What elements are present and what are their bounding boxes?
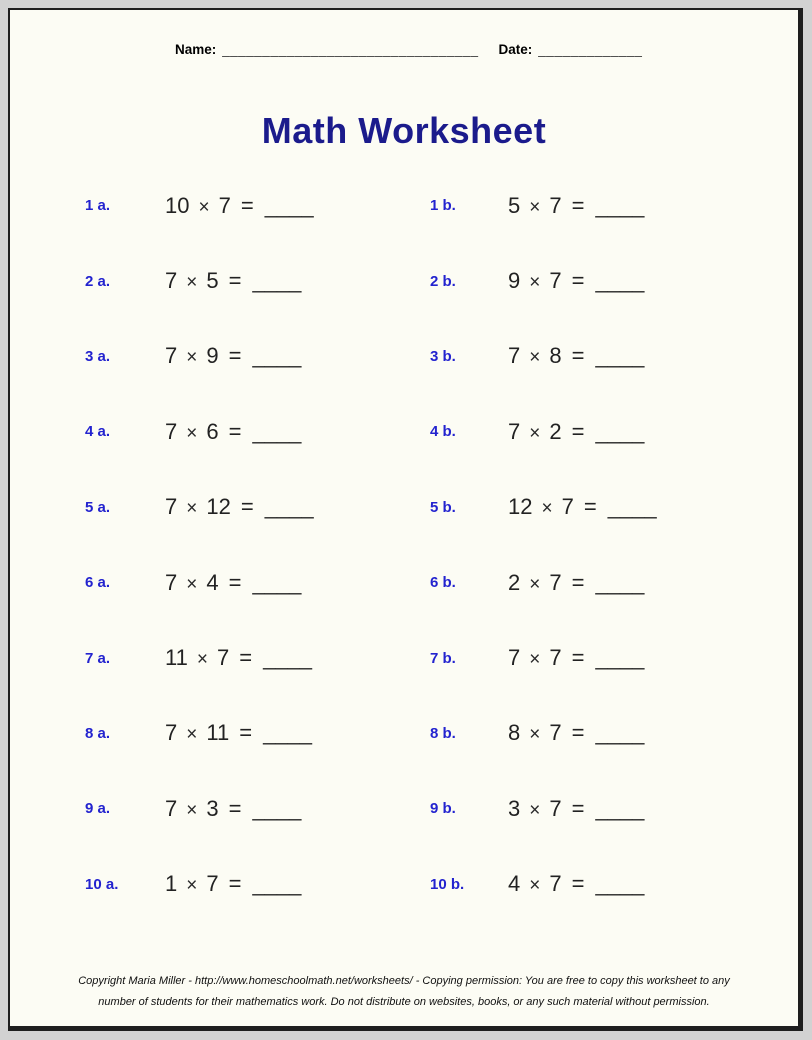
factor-2: 4: [206, 569, 219, 595]
problem-row-5: [10, 470, 798, 545]
answer-blank: ____: [595, 720, 645, 746]
answer-blank: ____: [263, 645, 313, 671]
equation-5a: [165, 494, 430, 520]
problem-label-5a: 5 a.: [85, 498, 111, 516]
times-sign: ×: [529, 347, 541, 369]
factor-1: 7: [165, 343, 178, 369]
problem-row-1: [10, 168, 798, 243]
answer-blank: ____: [252, 418, 302, 444]
equals-sign: =: [228, 795, 242, 821]
equation-6a: [165, 570, 430, 596]
worksheet-title: Math Worksheet: [261, 110, 547, 151]
factor-2: 7: [549, 795, 562, 821]
equation-10b: [508, 871, 798, 897]
factor-2: 7: [218, 192, 231, 218]
equation-8a: [165, 720, 430, 746]
times-sign: ×: [186, 498, 198, 520]
equation-7b: [508, 645, 798, 671]
equals-sign: =: [240, 192, 254, 218]
answer-blank: ____: [252, 343, 302, 369]
equation-1a: [165, 193, 430, 219]
equals-sign: =: [571, 720, 585, 746]
problem-label-6a: 6 a.: [85, 574, 111, 592]
answer-blank: ____: [595, 871, 645, 897]
problem-label-4b: 4 b.: [430, 423, 456, 441]
factor-2: 7: [549, 645, 562, 671]
equation-5b: [508, 494, 798, 520]
times-sign: ×: [529, 649, 541, 671]
factor-1: 1: [165, 871, 178, 897]
problem-label-3b: 3 b.: [430, 347, 456, 365]
factor-1: 3: [508, 795, 521, 821]
problem-row-7: [10, 620, 798, 695]
factor-2: 7: [549, 569, 562, 595]
equals-sign: =: [571, 343, 585, 369]
problem-label-6b: 6 b.: [430, 574, 456, 592]
factor-2: 9: [206, 343, 219, 369]
answer-blank: ____: [252, 871, 302, 897]
factor-1: 11: [165, 645, 188, 671]
factor-1: 4: [508, 871, 521, 897]
problem-label-10a: 10 a.: [85, 875, 119, 893]
factor-2: 7: [561, 494, 574, 520]
equation-2a: [165, 268, 430, 294]
problem-label-1a: 1 a.: [85, 197, 111, 215]
answer-blank: ____: [263, 720, 313, 746]
problem-row-4: [10, 394, 798, 469]
factor-2: 7: [216, 645, 230, 671]
date-label: Date:: [498, 42, 533, 57]
answer-blank: ____: [595, 343, 645, 369]
answer-blank: ____: [607, 494, 657, 520]
problem-row-8: [10, 696, 798, 771]
equation-4a: [165, 419, 430, 445]
problem-label-5b: 5 b.: [430, 498, 456, 516]
equals-sign: =: [239, 720, 253, 746]
equals-sign: =: [571, 795, 585, 821]
times-sign: ×: [529, 196, 541, 218]
equals-sign: =: [228, 268, 242, 294]
answer-blank: ____: [595, 192, 645, 218]
factor-2: 7: [549, 268, 562, 294]
problem-label-9b: 9 b.: [430, 800, 456, 818]
factor-2: 6: [206, 418, 219, 444]
equation-1b: [508, 193, 798, 219]
problem-label-4a: 4 a.: [85, 423, 111, 441]
problems-grid: [10, 168, 798, 922]
answer-blank: ____: [595, 418, 645, 444]
problem-row-3: [10, 319, 798, 394]
equation-3b: [508, 343, 798, 369]
factor-1: 7: [508, 645, 521, 671]
equals-sign: =: [571, 645, 585, 671]
times-sign: ×: [186, 422, 198, 444]
problem-label-7a: 7 a.: [85, 649, 111, 667]
factor-1: 7: [165, 720, 178, 746]
problem-row-9: [10, 771, 798, 846]
times-sign: ×: [196, 649, 208, 671]
answer-blank: ____: [264, 494, 314, 520]
factor-2: 7: [549, 192, 562, 218]
worksheet-page: [8, 8, 803, 1031]
times-sign: ×: [186, 272, 198, 294]
name-blank-line: ________________________________: [222, 42, 479, 57]
factor-1: 8: [508, 720, 521, 746]
times-sign: ×: [186, 347, 198, 369]
answer-blank: ____: [595, 645, 645, 671]
problem-label-7b: 7 b.: [430, 649, 456, 667]
factor-1: 10: [165, 192, 190, 218]
times-sign: ×: [186, 875, 198, 897]
equals-sign: =: [571, 418, 585, 444]
problem-label-8a: 8 a.: [85, 724, 111, 742]
problem-label-3a: 3 a.: [85, 347, 111, 365]
answer-blank: ____: [252, 795, 302, 821]
equals-sign: =: [228, 343, 242, 369]
equals-sign: =: [228, 569, 242, 595]
equation-9b: [508, 796, 798, 822]
answer-blank: ____: [595, 569, 645, 595]
problem-label-10b: 10 b.: [430, 875, 465, 893]
equals-sign: =: [571, 268, 585, 294]
times-sign: ×: [186, 573, 198, 595]
times-sign: ×: [198, 196, 210, 218]
factor-1: 7: [165, 795, 178, 821]
factor-2: 2: [549, 418, 562, 444]
times-sign: ×: [186, 799, 198, 821]
factor-2: 7: [549, 871, 562, 897]
problem-label-1b: 1 b.: [430, 197, 456, 215]
factor-2: 7: [549, 720, 562, 746]
times-sign: ×: [529, 272, 541, 294]
factor-1: 7: [165, 494, 178, 520]
name-label: Name:: [175, 42, 217, 57]
problem-row-6: [10, 545, 798, 620]
factor-1: 7: [508, 418, 521, 444]
equals-sign: =: [228, 418, 242, 444]
equation-4b: [508, 419, 798, 445]
factor-2: 3: [206, 795, 219, 821]
equation-2b: [508, 268, 798, 294]
name-date-row: [175, 42, 642, 57]
equation-3a: [165, 343, 430, 369]
times-sign: ×: [529, 724, 541, 746]
problem-row-10: [10, 847, 798, 922]
equals-sign: =: [240, 494, 254, 520]
answer-blank: ____: [252, 268, 302, 294]
factor-2: 5: [206, 268, 219, 294]
times-sign: ×: [529, 422, 541, 444]
answer-blank: ____: [252, 569, 302, 595]
equals-sign: =: [571, 192, 585, 218]
factor-1: 2: [508, 569, 521, 595]
answer-blank: ____: [264, 192, 314, 218]
times-sign: ×: [529, 875, 541, 897]
factor-1: 7: [165, 569, 178, 595]
equation-7a: [165, 645, 430, 671]
equals-sign: =: [571, 871, 585, 897]
equation-10a: [165, 871, 430, 897]
times-sign: ×: [541, 498, 553, 520]
times-sign: ×: [186, 724, 198, 746]
equals-sign: =: [239, 645, 253, 671]
factor-1: 7: [165, 418, 178, 444]
problem-label-9a: 9 a.: [85, 800, 111, 818]
factor-1: 5: [508, 192, 521, 218]
footer-line-1: Copyright Maria Miller - http://www.homeschoolmath.net/worksheets/ - Copying permission: You are free to copy this worksheet to any: [78, 975, 730, 987]
footer-copyright: [10, 971, 798, 1013]
problem-row-2: [10, 243, 798, 318]
factor-2: 11: [206, 720, 230, 746]
factor-1: 7: [165, 268, 178, 294]
equation-8b: [508, 720, 798, 746]
factor-1: 9: [508, 268, 521, 294]
factor-2: 12: [206, 494, 231, 520]
footer-line-2: number of students for their mathematics work. Do not distribute on websites, books, or any such material without permission.: [98, 996, 710, 1008]
problem-label-2b: 2 b.: [430, 272, 456, 290]
factor-1: 12: [508, 494, 533, 520]
factor-1: 7: [508, 343, 521, 369]
equals-sign: =: [583, 494, 597, 520]
date-blank-line: _____________: [538, 42, 643, 57]
equals-sign: =: [571, 569, 585, 595]
answer-blank: ____: [595, 795, 645, 821]
times-sign: ×: [529, 799, 541, 821]
answer-blank: ____: [595, 268, 645, 294]
problem-label-8b: 8 b.: [430, 724, 456, 742]
equals-sign: =: [228, 871, 242, 897]
equation-6b: [508, 570, 798, 596]
equation-9a: [165, 796, 430, 822]
problem-label-2a: 2 a.: [85, 272, 111, 290]
factor-2: 8: [549, 343, 562, 369]
factor-2: 7: [206, 871, 219, 897]
times-sign: ×: [529, 573, 541, 595]
